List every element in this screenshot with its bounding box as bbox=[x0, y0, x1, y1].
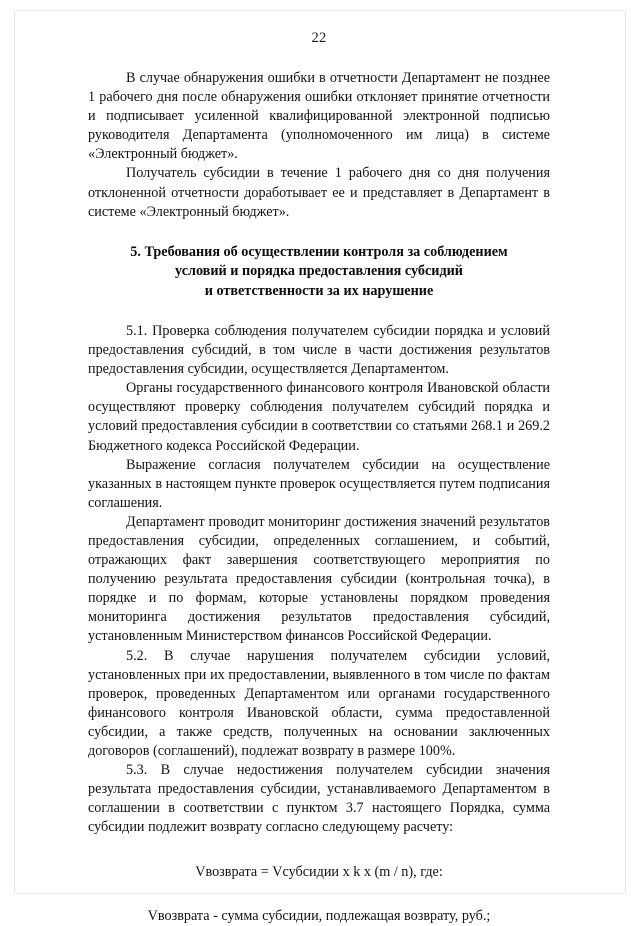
formula-definition-vvozvrata: Vвозврата - сумма субсидии, подлежащая возврату, руб.; bbox=[147, 907, 491, 924]
page-number: 22 bbox=[311, 30, 327, 46]
clause-5-2: 5.2. В случае нарушения получателем субсидии условий, установленных при их предоставлении, выявленного в том числе по фактам проверок, проведенных Департаментом или органами государственного финансового контроля Ивановской области, сумма предоставленной субсидии, а также средств, полученных на основании заключенных договоров (соглашений), подлежат возврату в размере 100%. bbox=[88, 647, 550, 760]
clause-monitoring: Департамент проводит мониторинг достижения значений результатов предоставления субсидии, определенных соглашением, и событий, отражающих факт завершения соответствующего мероприятия по получению результата предоставления субсидии (контрольная точка), в порядке и по формам, которые установлены порядком проведения мониторинга достижения результатов предоставления субсидий, установленным Министерством финансов Российской Федерации. bbox=[88, 513, 550, 645]
formula-return-amount: Vвозврата = Vсубсидии х k х (m / n), где: bbox=[195, 863, 443, 880]
section-heading-line-3: и ответственности за их нарушение bbox=[204, 282, 434, 299]
section-heading-line-2: условий и порядка предоставления субсидий bbox=[175, 263, 463, 280]
page-content bbox=[88, 30, 550, 926]
clause-financial-control-bodies: Органы государственного финансового контроля Ивановской области осуществляют проверку соблюдения получателем субсидий порядка и условий предоставления субсидии в соответствии со статьями 268.1 и 269.2 Бюджетного кодекса Российской Федерации. bbox=[88, 380, 550, 454]
clause-5-3: 5.3. В случае недостижения получателем субсидии значения результата предоставления субсидии, устанавливаемого Департаментом в соглашении в соответствии с пунктом 3.7 настоящего Порядка, сумма субсидии подлежит возврату согласно следующему расчету: bbox=[88, 762, 550, 836]
section-heading bbox=[88, 243, 550, 301]
clause-consent-expression: Выражение согласия получателем субсидии на осуществление указанных в настоящем пункте проверок осуществляется путем подписания соглашения. bbox=[88, 456, 550, 511]
section-heading-line-1: 5. Требования об осуществлении контроля за соблюдением bbox=[130, 243, 508, 260]
paragraph-error-detection: В случае обнаружения ошибки в отчетности Департамент не позднее 1 рабочего дня после обнаружения ошибки отклоняет принятие отчетности и подписывает усиленной квалифицированной электронной подписью руководителя Департамента (уполномоченного им лица) в системе «Электронный бюджет». bbox=[88, 70, 550, 163]
clause-5-1: 5.1. Проверка соблюдения получателем субсидии порядка и условий предоставления субсидий, в том числе в части достижения результатов предоставления субсидии, осуществляется Департаментом. bbox=[88, 322, 550, 378]
paragraph-recipient-rework: Получатель субсидии в течение 1 рабочего дня со дня получения отклоненной отчетности доработывает ее и представляет в Департамент в системе «Электронный бюджет». bbox=[88, 165, 550, 220]
